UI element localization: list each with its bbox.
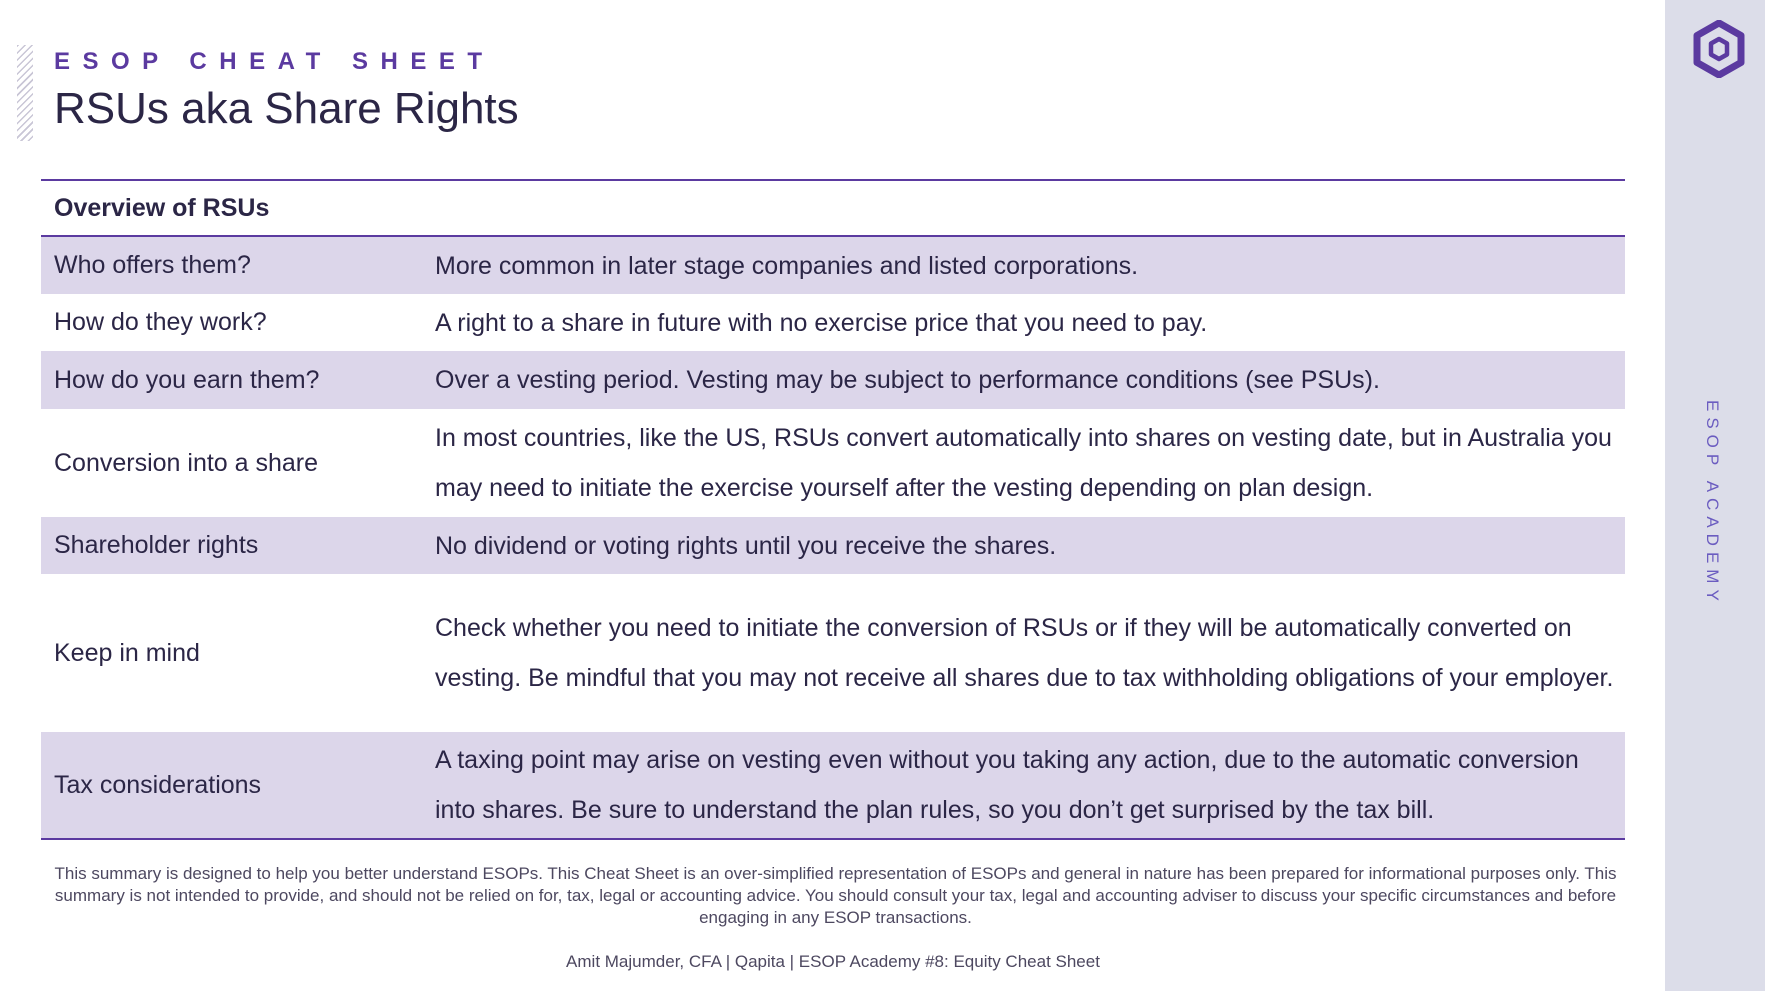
decorative-hatch [17, 45, 33, 141]
row-question: How do they work? [54, 308, 267, 336]
row-question: Who offers them? [54, 251, 251, 279]
table-row [41, 517, 1625, 574]
table-row [41, 294, 1625, 351]
row-answer: No dividend or voting rights until you receive the shares. [435, 531, 1057, 560]
divider [41, 838, 1625, 840]
row-answer: Check whether you need to initiate the conversion of RSUs or if they will be automatically converted on vesting. Be mindful that you may not receive all shares due to tax withholding obligations of your employer. [435, 614, 1614, 692]
table-row [41, 732, 1625, 838]
overview-table [41, 181, 1625, 840]
page-title: RSUs aka Share Rights [54, 84, 519, 133]
row-answer: Over a vesting period. Vesting may be subject to performance conditions (see PSUs). [435, 366, 1380, 394]
row-answer: A taxing point may arise on vesting even without you taking any action, due to the automatic conversion into shares. Be sure to understand the plan rules, so you don’t get surprised by the tax bill. [435, 746, 1579, 824]
row-answer: A right to a share in future with no exercise price that you need to pay. [435, 308, 1208, 337]
hexagon-logo-icon [1693, 20, 1745, 78]
row-question: Keep in mind [54, 638, 200, 667]
sidebar-vertical-label: ESOP ACADEMY [1703, 400, 1722, 607]
row-question: How do you earn them? [54, 365, 320, 394]
row-question: Conversion into a share [54, 448, 319, 477]
table-row [41, 409, 1625, 517]
row-answer: In most countries, like the US, RSUs convert automatically into shares on vesting date, but in Australia you may need to initiate the exercise yourself after the vesting depending on plan design. [435, 424, 1612, 502]
credit-line: Amit Majumder, CFA | Qapita | ESOP Academy #8: Equity Cheat Sheet [566, 952, 1100, 971]
row-question: Tax considerations [54, 770, 262, 799]
row-answer: More common in later stage companies and listed corporations. [435, 251, 1139, 280]
table-row [41, 237, 1625, 294]
eyebrow-label: ESOP CHEAT SHEET [54, 48, 495, 75]
disclaimer-text: This summary is designed to help you better understand ESOPs. This Cheat Sheet is an over-simplified representation of ESOPs and general in nature has been prepared for informational purposes only. This summary is not intended to provide, and should not be relied on for, tax, legal or accounting advice. You should consult your tax, legal and accounting adviser to discuss your specific circumstances and before engaging in any ESOP transactions. [54, 864, 1617, 927]
table-row [41, 351, 1625, 409]
table-heading: Overview of RSUs [41, 181, 1625, 237]
row-question: Shareholder rights [54, 531, 259, 559]
table-row [41, 574, 1625, 732]
